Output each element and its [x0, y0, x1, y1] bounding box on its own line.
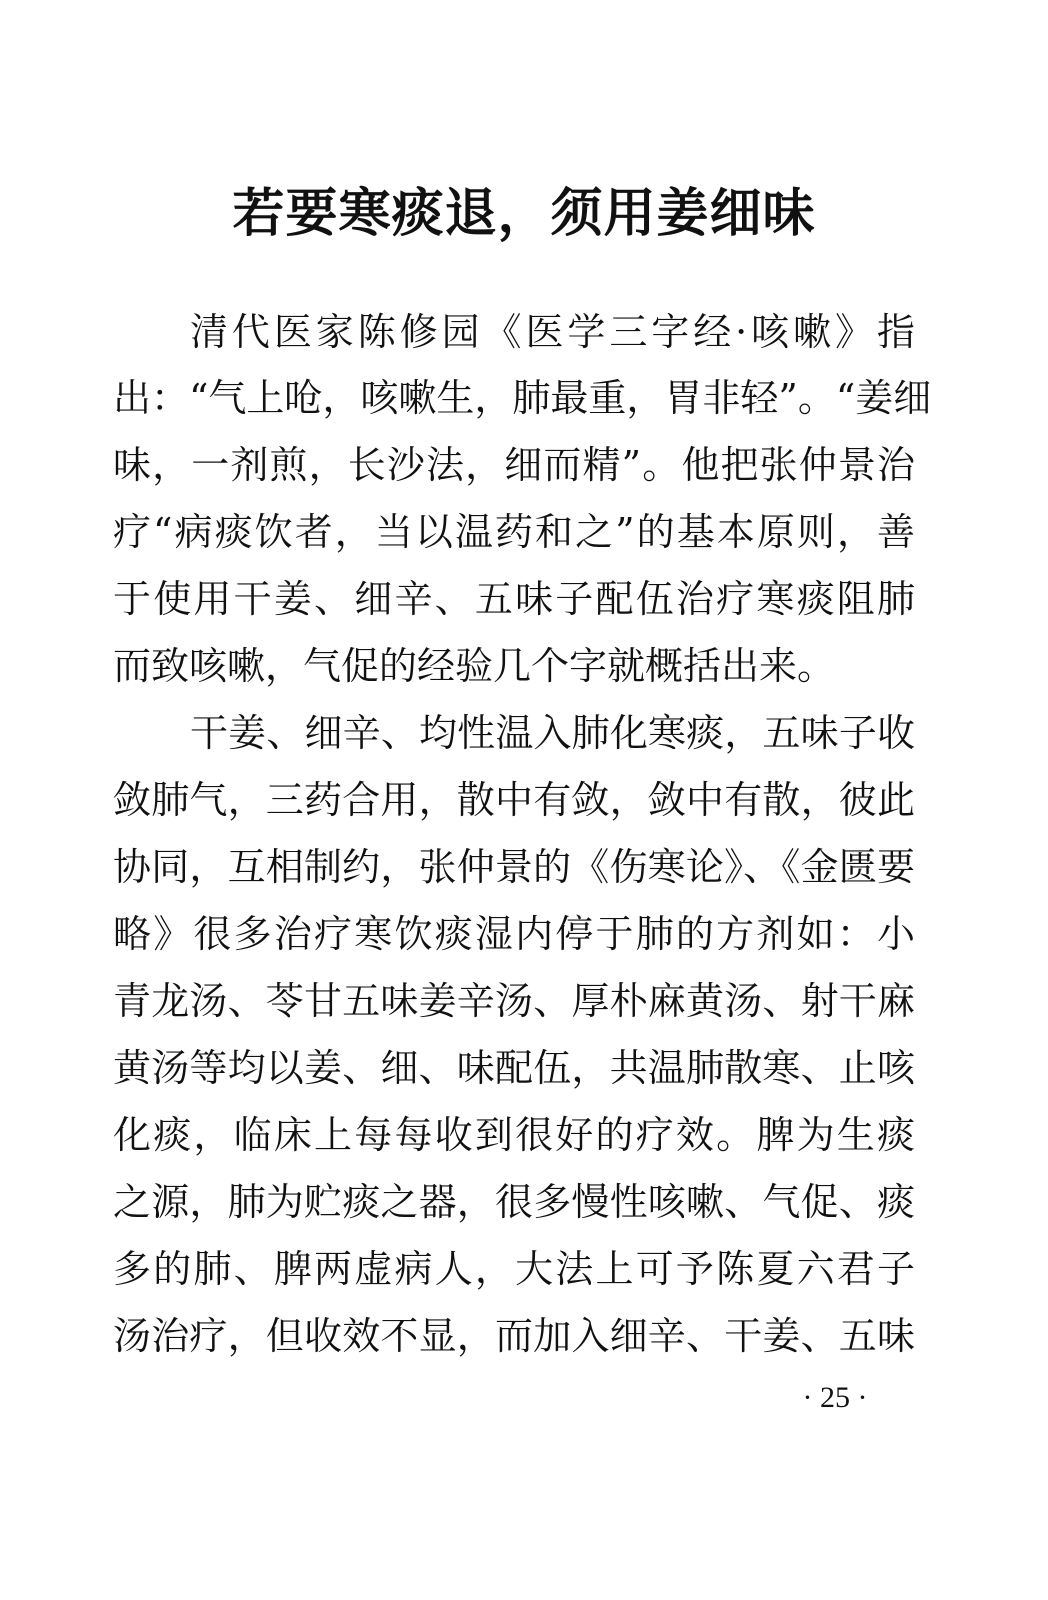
text-line: 疗“病痰饮者，当以温药和之”的基本原则，善 [113, 510, 915, 554]
text-line: 清代医家陈修园《医学三字经·咳嗽》指 [190, 310, 915, 354]
text-line: 敛肺气，三药合用，散中有敛，敛中有散，彼此 [113, 778, 915, 822]
text-line: 协同，互相制约，张仲景的《伤寒论》、《金匮要 [113, 845, 915, 889]
page-number: · 25 · [802, 1381, 868, 1414]
text-line: 黄汤等均以姜、细、味配伍，共温肺散寒、止咳 [113, 1046, 915, 1090]
text-line: 之源，肺为贮痰之器，很多慢性咳嗽、气促、痰 [113, 1180, 915, 1224]
text-line: 出：“气上呛，咳嗽生，肺最重，胃非轻”。“姜细 [113, 376, 932, 420]
text-line: 青龙汤、苓甘五味姜辛汤、厚朴麻黄汤、射干麻 [113, 979, 915, 1023]
article-title: 若要寒痰退，须用姜细味 [232, 183, 816, 244]
text-line: 多的肺、脾两虚病人，大法上可予陈夏六君子 [113, 1247, 915, 1291]
text-line: 汤治疗，但收效不显，而加入细辛、干姜、五味 [113, 1314, 915, 1358]
text-line: 味，一剂煎，长沙法，细而精”。他把张仲景治 [113, 443, 915, 487]
text-line: 而致咳嗽，气促的经验几个字就概括出来。 [113, 644, 836, 688]
text-line: 于使用干姜、细辛、五味子配伍治疗寒痰阻肺 [113, 577, 915, 621]
text-line: 干姜、细辛、均性温入肺化寒痰，五味子收 [190, 711, 915, 755]
text-line: 化痰，临床上每每收到很好的疗效。脾为生痰 [113, 1113, 915, 1157]
text-line: 略》很多治疗寒饮痰湿内停于肺的方剂如：小 [113, 912, 915, 956]
